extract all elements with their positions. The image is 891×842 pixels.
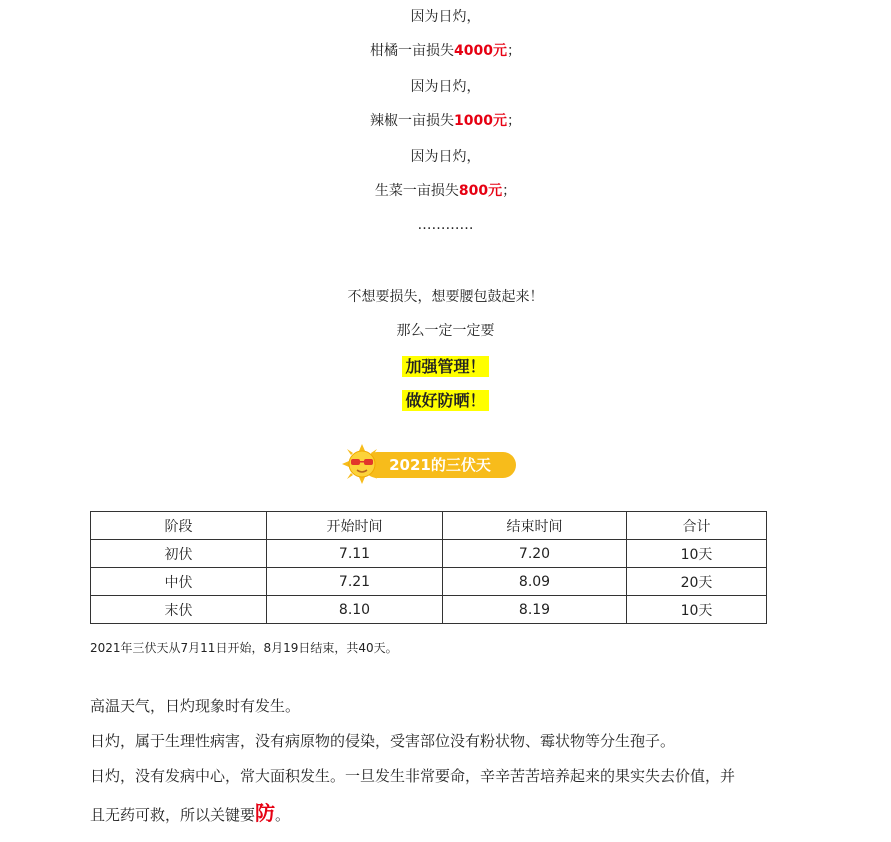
table-cell: 8.10 (267, 596, 443, 624)
sun-with-sunglasses-icon (342, 444, 382, 484)
loss-amount-pepper: 1000元 (454, 113, 507, 129)
paragraph-3-line-1: 日灼，没有发病中心，常大面积发生。一旦发生非常要命，辛辛苦苦培养起来的果实失去价值，并 (90, 767, 736, 785)
dog-days-note: 2021年三伏天从7月11日开始，8月19日结束，共40天。 (90, 641, 398, 655)
intro-line-4 (0, 112, 891, 130)
loss-amount-lettuce: 800元 (458, 183, 503, 199)
paragraph-2: 日灼，属于生理性病害，没有病原物的侵染，受害部位没有粉状物、霉状物等分生孢子。 (90, 732, 676, 750)
table-header: 阶段 (91, 512, 267, 540)
punctuation: ； (506, 43, 521, 59)
table-cell: 7.20 (443, 540, 627, 568)
intro-line-6 (0, 182, 891, 200)
loss-text-lettuce: 生菜一亩损失 (374, 183, 459, 199)
loss-amount-citrus: 4000元 (454, 43, 507, 59)
table-header: 合计 (627, 512, 767, 540)
table-header: 开始时间 (267, 512, 443, 540)
punctuation: ； (506, 113, 521, 129)
intro-line-3: 因为日灼， (410, 79, 481, 95)
table-cell: 末伏 (91, 596, 267, 624)
appeal-line-1: 不想要损失，想要腰包鼓起来！ (347, 289, 544, 305)
table-cell: 10天 (627, 540, 767, 568)
punctuation: 。 (275, 806, 291, 824)
appeal-highlight-1 (0, 356, 891, 379)
table-cell: 7.11 (267, 540, 443, 568)
table-cell: 20天 (627, 568, 767, 596)
table-cell: 8.19 (443, 596, 627, 624)
table-header: 结束时间 (443, 512, 627, 540)
paragraph-3-text: 且无药可救，所以关键要 (90, 806, 256, 824)
table-cell: 中伏 (91, 568, 267, 596)
badge-label: 2021的三伏天 (364, 452, 516, 478)
table-cell: 7.21 (267, 568, 443, 596)
table-header-row (91, 512, 767, 540)
highlight-sun-protection: 做好防晒！ (402, 390, 488, 411)
section-badge (342, 444, 522, 484)
emphasis-prevent: 防 (255, 801, 276, 825)
table-row (91, 540, 767, 568)
table-row (91, 568, 767, 596)
punctuation: ； (502, 183, 517, 199)
paragraph-1: 高温天气，日灼现象时有发生。 (90, 697, 301, 715)
table-cell: 8.09 (443, 568, 627, 596)
intro-line-5: 因为日灼， (410, 149, 481, 165)
intro-line-2 (0, 42, 891, 60)
appeal-highlight-2 (0, 390, 891, 413)
loss-text-citrus: 柑橘一亩损失 (370, 43, 455, 59)
paragraph-3-line-2 (90, 800, 290, 828)
intro-ellipsis: ………… (417, 217, 474, 233)
intro-line-1: 因为日灼， (410, 9, 481, 25)
table-cell: 10天 (627, 596, 767, 624)
table-cell: 初伏 (91, 540, 267, 568)
highlight-strengthen-management: 加强管理！ (402, 356, 488, 377)
table-row (91, 596, 767, 624)
dog-days-table (90, 511, 767, 624)
loss-text-pepper: 辣椒一亩损失 (370, 113, 455, 129)
appeal-line-2: 那么一定一定要 (396, 323, 495, 339)
